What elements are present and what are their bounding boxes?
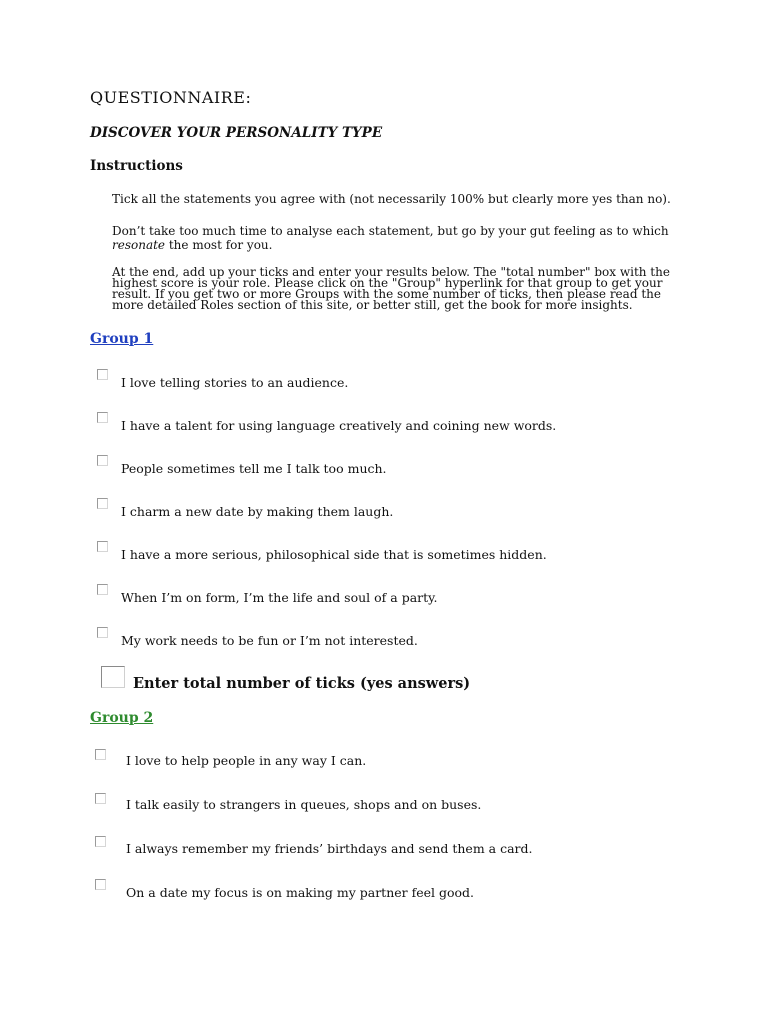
instruction-paragraph-3: At the end, add up your ticks and enter your results below. The "total number" box with the highest score is your role. Please click on the "Group" hyperlink for that group to get your result. If you get two or more Groups with the some number of ticks, then please read the more detailed Roles section of this site, or better still, get the book for more insights. [112,265,670,312]
group-1-total-label: Enter total number of ticks (yes answers) [133,675,471,692]
statement-checkbox[interactable] [95,836,106,847]
statement-checkbox[interactable] [95,793,106,804]
statement-label: People sometimes tell me I talk too much. [121,461,387,476]
statement-label: When I’m on form, I’m the life and soul of a party. [121,590,438,605]
statement-checkbox[interactable] [97,498,108,509]
statement-checkbox[interactable] [97,369,108,380]
statement-label: My work needs to be fun or I’m not interested. [121,633,418,648]
statement-label: I have a talent for using language creatively and coining new words. [121,418,557,433]
statement-checkbox[interactable] [97,412,108,423]
instructions-heading: Instructions [90,158,183,174]
statement-label: I love to help people in any way I can. [126,753,367,768]
instruction-paragraph-2 [112,224,672,252]
instruction-text: the most for you. [165,238,273,252]
statement-label: I charm a new date by making them laugh. [121,504,394,519]
group-1-total-input[interactable] [101,666,125,688]
page-title: QUESTIONNAIRE: [90,88,252,107]
statement-label: I always remember my friends’ birthdays and send them a card. [126,841,533,856]
page-subtitle: DISCOVER YOUR PERSONALITY TYPE [90,125,383,141]
statement-checkbox[interactable] [95,879,106,890]
statement-checkbox[interactable] [97,455,108,466]
group-2-link[interactable]: Group 2 [90,710,154,726]
statement-checkbox[interactable] [97,627,108,638]
statement-checkbox[interactable] [95,749,106,760]
statement-checkbox[interactable] [97,584,108,595]
statement-label: I love telling stories to an audience. [121,375,349,390]
statement-label: I have a more serious, philosophical side that is sometimes hidden. [121,547,547,562]
instruction-text: Don’t take too much time to analyse each statement, but go by your gut feeling as to which [112,224,669,238]
statement-label: On a date my focus is on making my partner feel good. [126,885,475,900]
instruction-emphasis: resonate [112,238,166,252]
instruction-paragraph-1: Tick all the statements you agree with (not necessarily 100% but clearly more yes than no). [112,192,671,206]
statement-checkbox[interactable] [97,541,108,552]
statement-label: I talk easily to strangers in queues, shops and on buses. [126,797,482,812]
group-1-link[interactable]: Group 1 [90,331,154,347]
